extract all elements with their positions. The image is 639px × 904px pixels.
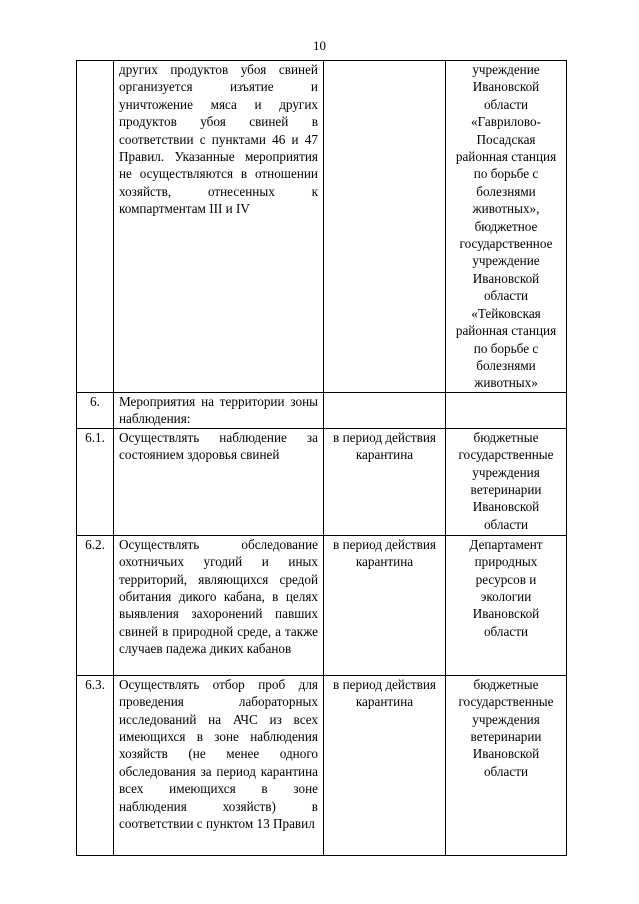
page-number: 10 — [313, 38, 326, 53]
description-cell: Мероприятия на территории зоны наблюдения: — [114, 392, 324, 428]
description-cell: Осуществлять отбор проб для проведения лабораторных исследований на АЧС из всех имеющихся в зоне наблюдения хозяйств (не менее одного обследования за период карантина всех имеющихся в зоне наблюдения хозяйств) в соответствии с пунктом 13 Правил — [114, 675, 324, 855]
responsible-cell: Департамент природных ресурсов и экологии Ивановской области — [446, 535, 567, 675]
row-number-cell: 6.2. — [77, 535, 114, 675]
description-cell: Осуществлять наблюдение за состоянием здоровья свиней — [114, 428, 324, 535]
description-cell: других продуктов убоя свиней организуется изъятие и уничтожение мяса и других продуктов убоя свиней в соответствии с пунктами 46 и 47 Правил. Указанные мероприятия не осуществляются в отношении хозяйств, отнесенных к компартментам III и IV — [114, 61, 324, 393]
period-cell: в период действия карантина — [324, 535, 446, 675]
row-number-cell: 6. — [77, 392, 114, 428]
description-cell: Осуществлять обследование охотничьих угодий и иных территорий, являющихся средой обитания дикого кабана, в целях выявления захоронений павших свиней в природной среде, а также случаев падежа диких кабанов — [114, 535, 324, 675]
period-cell: в период действия карантина — [324, 675, 446, 855]
period-cell — [324, 61, 446, 393]
table-row — [77, 428, 567, 535]
responsible-cell: бюджетные государственные учреждения ветеринарии Ивановской области — [446, 675, 567, 855]
measures-table — [76, 60, 567, 856]
row-number-cell: 6.3. — [77, 675, 114, 855]
row-number-cell: 6.1. — [77, 428, 114, 535]
responsible-cell: бюджетные государственные учреждения ветеринарии Ивановской области — [446, 428, 567, 535]
responsible-cell — [446, 392, 567, 428]
period-cell — [324, 392, 446, 428]
table-row — [77, 392, 567, 428]
responsible-cell: учреждение Ивановской области «Гаврилово-Посадская районная станция по борьбе с болезнями животных», бюджетное государственное учреждение Ивановской области «Тейковская районная станция по борьбе с болезнями животных» — [446, 61, 567, 393]
table-row — [77, 61, 567, 393]
period-cell: в период действия карантина — [324, 428, 446, 535]
table-row — [77, 535, 567, 675]
row-number-cell — [77, 61, 114, 393]
table-row — [77, 675, 567, 855]
